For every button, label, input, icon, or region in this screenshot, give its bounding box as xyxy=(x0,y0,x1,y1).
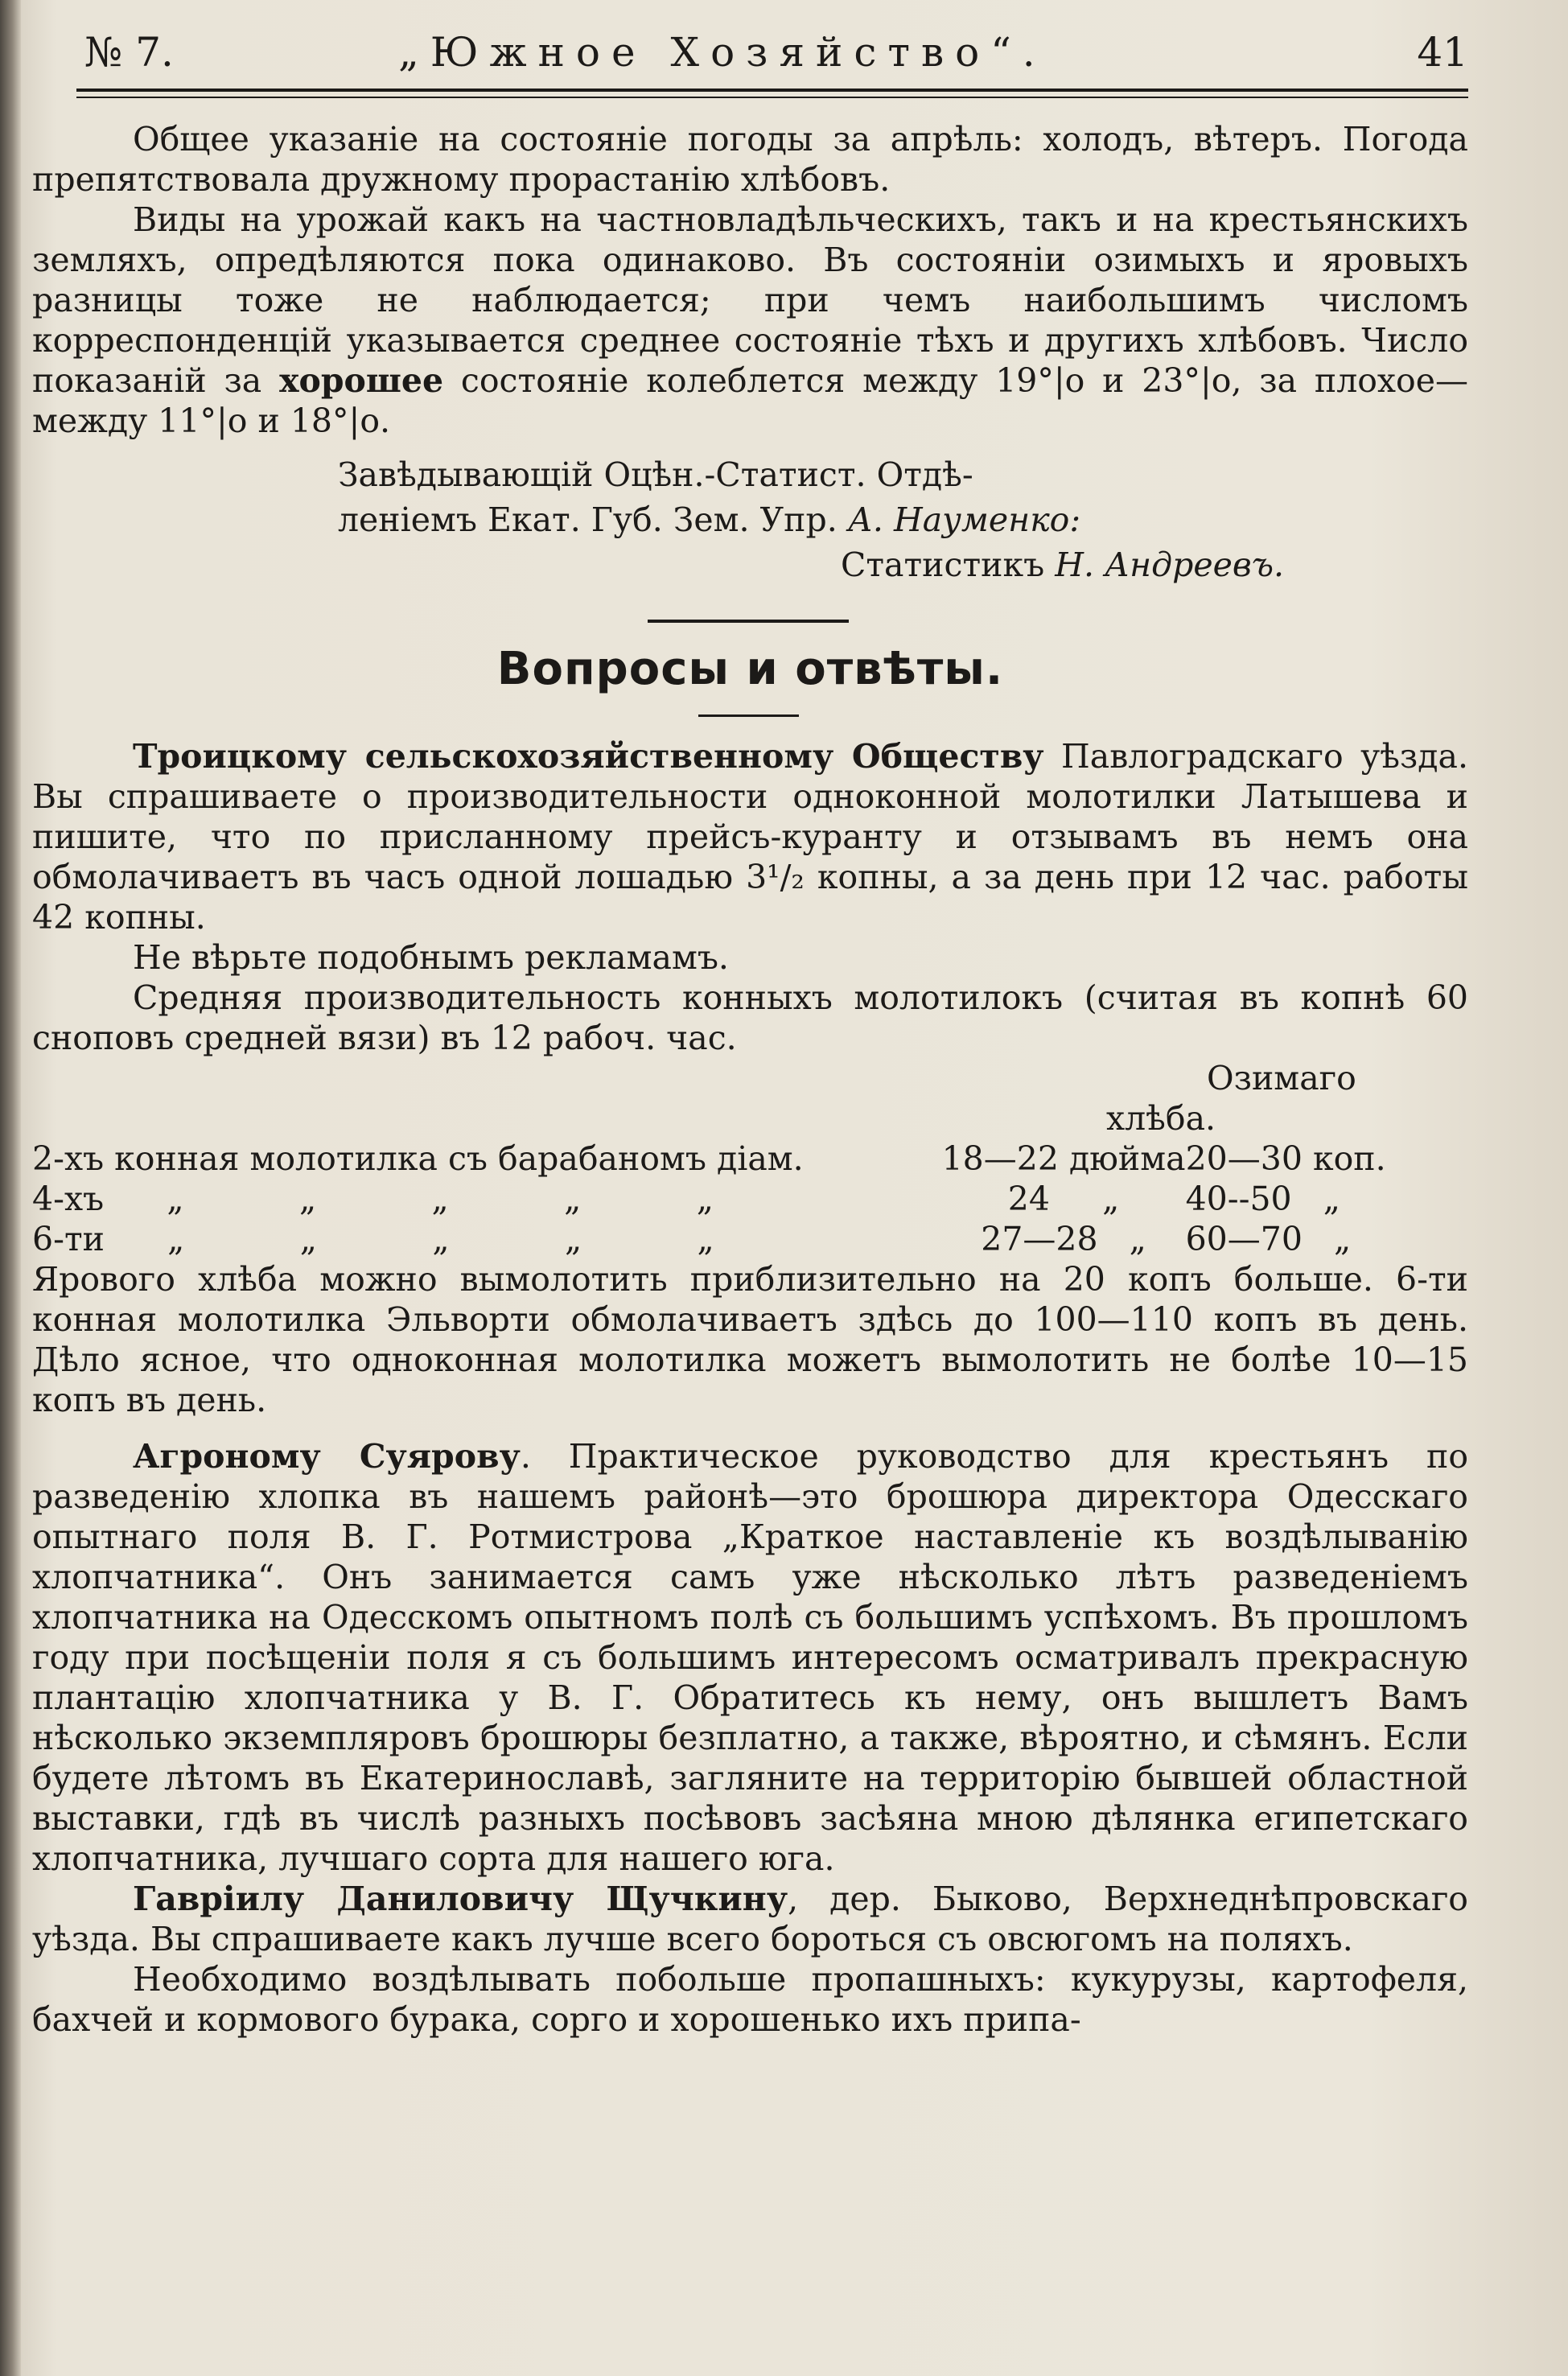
signature-name-naumenko: А. Науменко: xyxy=(847,500,1081,539)
issue-number: № 7. xyxy=(84,29,174,76)
signature-line-1: Завѣдывающій Оцѣн.-Статист. Отдѣ- xyxy=(338,455,973,494)
journal-title: „Южное Хозяйство“. xyxy=(398,29,1047,76)
threshers-table xyxy=(32,1139,1468,1259)
signature-name-andreev: Н. Андреевъ. xyxy=(1055,546,1285,584)
harvest-paragraph: Виды на урожай какъ на частновладѣльческихъ, такъ и на крестьянскихъ земляхъ, опредѣляются пока одинаково. Въ состояніи озимыхъ и яровыхъ разницы тоже не наблюдается; при чемъ наибольшимъ числомъ корреспонденцій указывается среднее состояніе тѣхъ и другихъ хлѣбовъ. Число показаній за хорошее состояніе колеблется между 19°|о и 23°|о, за плохое—между 11°|о и 18°|о. xyxy=(32,200,1469,440)
answer-troitsk-p3: Средняя производительность конныхъ молотилокъ (считая въ копнѣ 60 сноповъ средней вязи) въ 12 рабоч. час. xyxy=(32,978,1468,1057)
answer-troitsk-p4: Ярового хлѣба можно вымолотить приблизительно на 20 копъ больше. 6-ти конная молотилка Эльворти обмолачиваетъ здѣсь до 100—110 копъ въ день. Дѣло ясное, что одноконная молотилка можетъ вымолотить не болѣе 10—15 копъ въ день. xyxy=(32,1260,1468,1419)
signature-line-3: Статистикъ Н. Андреевъ. xyxy=(841,546,1285,584)
answer-shchukin: Гавріилу Даниловичу Щучкину, дер. Быково, Верхнеднѣпровскаго уѣзда. Вы спрашиваете какъ лучше всего бороться съ овсюгомъ на поляхъ. xyxy=(32,1880,1468,1958)
addressee-suyarov: Агроному Суярову xyxy=(133,1437,521,1476)
bold-word-good: хорошее xyxy=(279,361,444,400)
answer-suyarov: Агроному Суярову. Практическое руководство для крестьянъ по разведенію хлопка въ нашемъ районѣ—это брошюра директора Одесскаго опытнаго поля В. Г. Ротмистрова „Краткое наставленіе къ воздѣлыванію хлопчатника“. Онъ занимается самъ уже нѣсколько лѣтъ разведеніемъ хлопчатника на Одесскомъ опытномъ полѣ съ большимъ успѣхомъ. Въ прошломъ году при посѣщеніи поля я съ большимъ интересомъ осматривалъ прекрасную плантацію хлопчатника у В. Г. Обратитесь къ нему, онъ вышлетъ Вамъ нѣсколько экземпляровъ брошюры безплатно, а также, вѣроятно, и сѣмянъ. Если будете лѣтомъ въ Екатеринославѣ, загляните на территорію бывшей областной выставки, гдѣ въ числѣ разныхъ посѣвовъ засѣяна мною дѣлянка египетскаго хлопчатника, лучшаго сорта для нашего юга. xyxy=(32,1437,1468,1878)
page-binding-shadow xyxy=(0,0,21,2376)
signature-line-2: леніемъ Екат. Губ. Зем. Упр. А. Науменко: xyxy=(338,500,1081,539)
section-title: Вопросы и отвѣты. xyxy=(496,643,1004,695)
page-content xyxy=(32,119,1468,2040)
answer-shchukin-p2: Необходимо воздѣлывать побольше пропашныхъ: кукурузы, картофеля, бахчей и кормового бурака, сорго и хорошенько ихъ припа- xyxy=(32,1960,1468,2039)
running-header xyxy=(76,29,1468,85)
section-divider xyxy=(648,620,849,623)
addressee-troitsk: Троицкому сельскохозяйственному Обществу xyxy=(133,737,1044,776)
page-number: 41 xyxy=(1417,29,1468,76)
weather-paragraph: Общее указаніе на состояніе погоды за апрѣль: холодъ, вѣтеръ. Погода препятствовала дружному прорастанію хлѣбовъ. xyxy=(32,120,1468,199)
answer-troitsk: Троицкому сельскохозяйственному Обществу Павлоградскаго уѣзда. Вы спрашиваете о производительности одноконной молотилки Латышева и пишите, что по присланному прейсъ-куранту и отзывамъ въ немъ она обмолачиваетъ въ часъ одной лошадью 3¹/₂ копны, а за день при 12 час. работы 42 копны. xyxy=(32,737,1469,937)
table-header: Озимаго хлѣба. xyxy=(1106,1059,1356,1138)
table-row: 4-хъ „ „ „ „ „ 24 „ 40--50 „ xyxy=(32,1180,1340,1218)
answer-troitsk-p2: Не вѣрьте подобнымъ рекламамъ. xyxy=(133,938,729,977)
table-row: 2-хъ конная молотилка съ барабаномъ діам. 18—22 дюйма 20—30 коп. xyxy=(32,1139,1386,1178)
table-row: 6-ти „ „ „ „ „ 27—28 „ 60—70 „ xyxy=(32,1220,1352,1258)
addressee-shchukin: Гавріилу Даниловичу Щучкину xyxy=(133,1880,788,1918)
header-rule-thin xyxy=(76,97,1468,98)
header-rule xyxy=(76,89,1468,92)
title-underline xyxy=(698,714,799,717)
